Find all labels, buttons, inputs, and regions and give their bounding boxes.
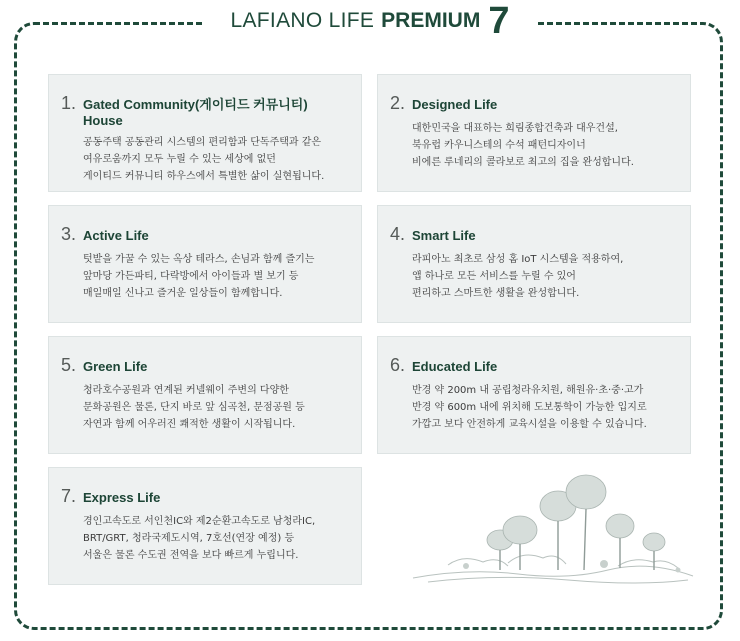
item-title: Designed Life — [412, 97, 498, 112]
tree-landscape-illustration — [408, 470, 698, 585]
desc-line: 텃밭을 가꿀 수 있는 옥상 테라스, 손님과 함께 즐기는 — [83, 254, 315, 265]
item-number: 3. — [61, 224, 77, 244]
item-title: Smart Life — [412, 228, 476, 243]
item-description — [83, 134, 351, 185]
premium-item-7 — [48, 467, 362, 585]
item-title: Educated Life — [412, 359, 498, 374]
item-number: 6. — [390, 355, 406, 375]
desc-line: 반경 약 200m 내 공립청라유치원, 해원유·초·중·고가 — [412, 385, 644, 396]
premium-item-2 — [377, 74, 691, 192]
desc-line: 서울은 물론 수도권 전역을 보다 빠르게 누립니다. — [83, 550, 299, 561]
title-bold: PREMIUM — [381, 9, 481, 32]
desc-line: 라피아노 최초로 삼성 홈 IoT 시스템을 적용하여, — [412, 254, 624, 265]
desc-line: 청라호수공원과 연계된 커넬웨이 주변의 다양한 — [83, 385, 289, 396]
item-description — [83, 251, 351, 302]
desc-line: 문화공원은 물론, 단지 바로 앞 심곡천, 문점공원 등 — [83, 402, 305, 413]
item-description — [412, 382, 680, 433]
item-title: Green Life — [83, 359, 148, 374]
desc-line: 여유로움까지 모두 누릴 수 있는 세상에 없던 — [83, 154, 276, 165]
item-title: Gated Community(게이티드 커뮤니티) House — [83, 97, 308, 128]
item-description — [412, 251, 680, 302]
desc-line: 가깝고 보다 안전하게 교육시설을 이용할 수 있습니다. — [412, 419, 647, 430]
item-number: 4. — [390, 224, 406, 244]
desc-line: 대한민국을 대표하는 희림종합건축과 대우건설, — [412, 123, 618, 134]
item-title: Express Life — [83, 490, 161, 505]
premium-item-6 — [377, 336, 691, 454]
item-number: 1. — [61, 93, 77, 113]
item-number: 2. — [390, 93, 406, 113]
desc-line: 앞마당 가든파티, 다락방에서 아이들과 별 보기 등 — [83, 271, 299, 282]
item-description — [83, 513, 351, 564]
desc-line: 앱 하나로 모든 서비스를 누릴 수 있어 — [412, 271, 576, 282]
premium-item-4 — [377, 205, 691, 323]
desc-line: 자연과 함께 어우러진 쾌적한 생활이 시작됩니다. — [83, 419, 296, 430]
item-number: 7. — [61, 486, 77, 506]
desc-line: 매일매일 신나고 즐거운 일상들이 함께합니다. — [83, 288, 283, 299]
item-description — [412, 120, 680, 171]
title-light: LAFIANO LIFE — [230, 9, 375, 32]
desc-line: 공동주택 공동관리 시스템의 편리함과 단독주택과 같은 — [83, 137, 322, 148]
desc-line: 편리하고 스마트한 생활을 완성합니다. — [412, 288, 580, 299]
desc-line: BRT/GRT, 청라국제도시역, 7호선(연장 예정) 등 — [83, 533, 295, 544]
premium-item-1 — [48, 74, 362, 192]
desc-line: 비에른 루네리의 콜라보로 최고의 집을 완성합니다. — [412, 157, 634, 168]
desc-line: 게이티드 커뮤니티 하우스에서 특별한 삶이 실현됩니다. — [83, 171, 325, 182]
premium-item-5 — [48, 336, 362, 454]
desc-line: 경인고속도로 서인천IC와 제2순환고속도로 남청라IC, — [83, 516, 316, 527]
desc-line: 반경 약 600m 내에 위치해 도보통학이 가능한 입지로 — [412, 402, 647, 413]
item-description — [83, 382, 351, 433]
desc-line: 북유럽 카우니스테의 수석 패턴디자이너 — [412, 140, 586, 151]
item-title: Active Life — [83, 228, 149, 243]
item-number: 5. — [61, 355, 77, 375]
page-title — [204, 0, 536, 42]
premium-item-3 — [48, 205, 362, 323]
title-number: 7 — [488, 0, 510, 42]
